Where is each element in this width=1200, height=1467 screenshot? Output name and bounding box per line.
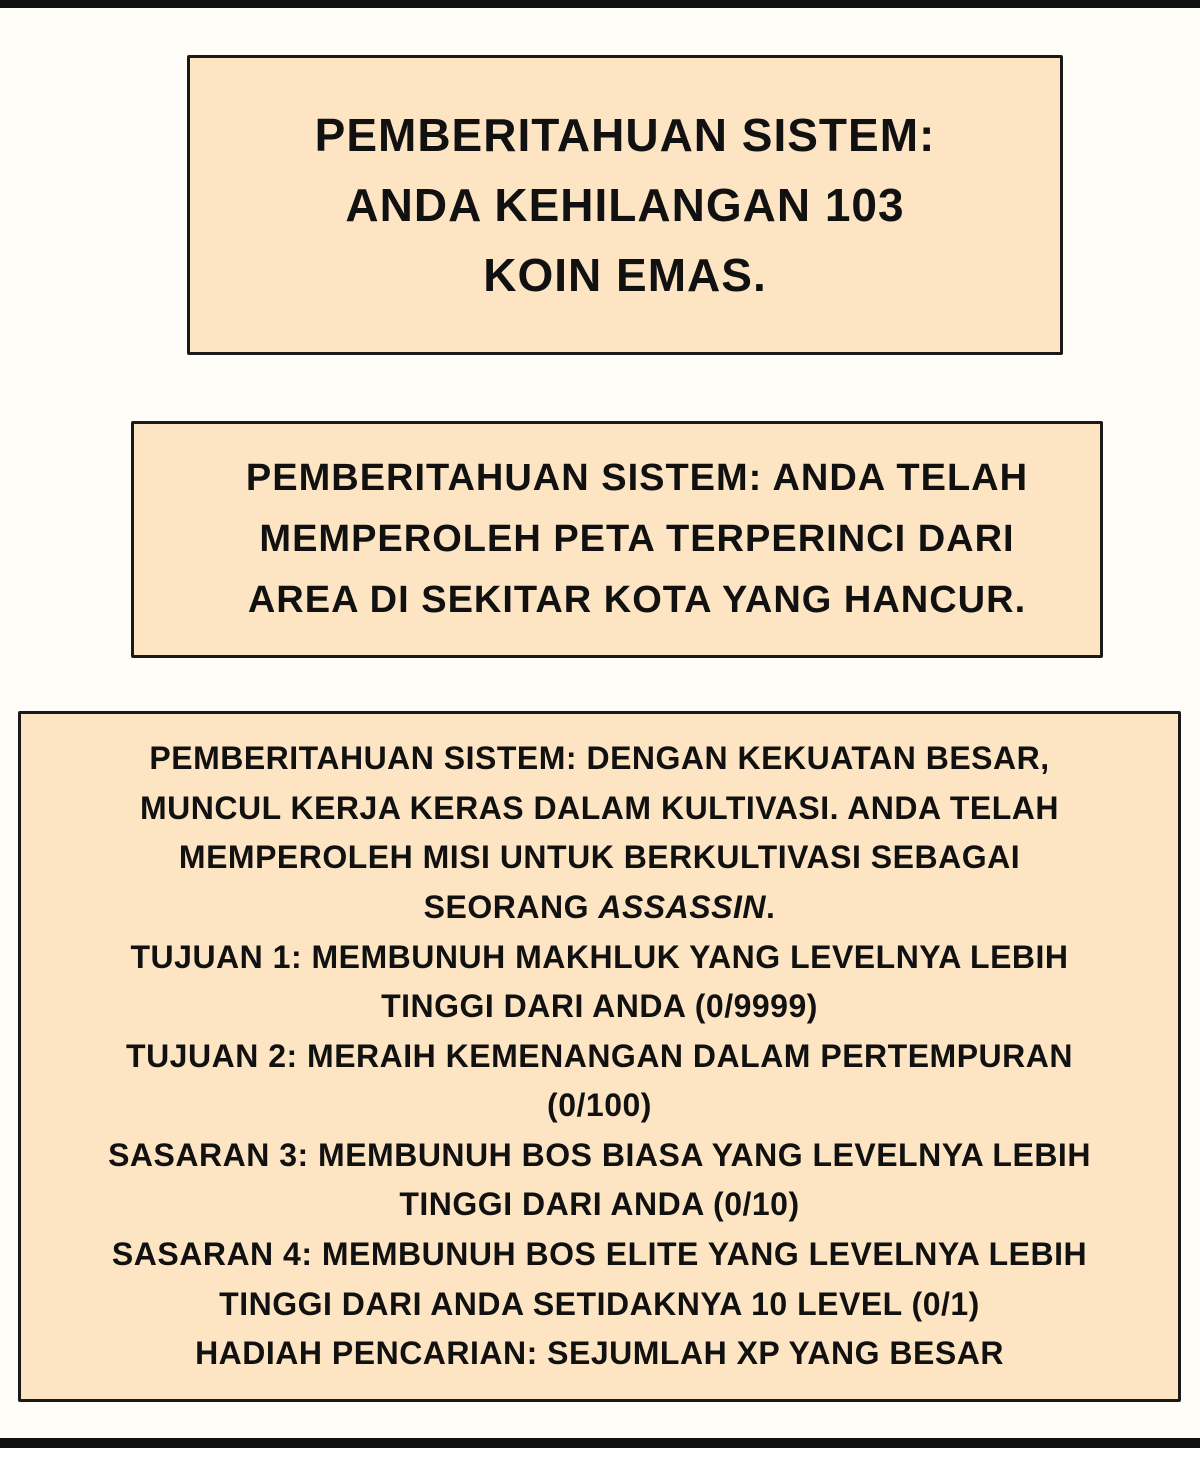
notice-line: MUNCUL KERJA KERAS DALAM KULTIVASI. ANDA TELAH <box>140 789 1059 826</box>
notice-line: PEMBERITAHUAN SISTEM: ANDA TELAH <box>245 457 1029 499</box>
quest-goal-line: SASARAN 4: MEMBUNUH BOS ELITE YANG LEVELNYA LEBIH <box>111 1236 1088 1273</box>
panel-bottom-border <box>0 1438 1200 1448</box>
notice-line: MEMPEROLEH PETA TERPERINCI DARI <box>259 518 1015 560</box>
notice-line: KOIN EMAS. <box>483 249 767 301</box>
role-prefix: SEORANG <box>423 888 599 925</box>
notice-line: PEMBERITAHUAN SISTEM: DENGAN KEKUATAN BESAR, <box>149 740 1050 777</box>
quest-goal-line: TINGGI DARI ANDA (0/10) <box>399 1186 800 1223</box>
system-notice-gold-lost <box>187 55 1063 355</box>
quest-goal-line: TUJUAN 2: MERAIH KEMENANGAN DALAM PERTEMPURAN <box>126 1037 1073 1074</box>
system-notice-assassin-quest <box>18 711 1181 1402</box>
panel-top-border <box>0 0 1200 8</box>
quest-reward-line: HADIAH PENCARIAN: SEJUMLAH XP YANG BESAR <box>195 1335 1004 1372</box>
notice-line: AREA DI SEKITAR KOTA YANG HANCUR. <box>247 579 1027 621</box>
quest-role-line <box>424 883 776 933</box>
quest-goal-line: TUJUAN 1: MEMBUNUH MAKHLUK YANG LEVELNYA LEBIH <box>130 938 1069 975</box>
notice-line: ANDA KEHILANGAN 103 <box>345 179 905 231</box>
notice-line: PEMBERITAHUAN SISTEM: <box>314 109 936 161</box>
quest-goal-line: TINGGI DARI ANDA SETIDAKNYA 10 LEVEL (0/1) <box>219 1285 980 1322</box>
quest-goal-line: SASARAN 3: MEMBUNUH BOS BIASA YANG LEVELNYA LEBIH <box>108 1136 1091 1173</box>
quest-goal-line: TINGGI DARI ANDA (0/9999) <box>381 988 818 1025</box>
notice-line: MEMPEROLEH MISI UNTUK BERKULTIVASI SEBAGAI <box>178 839 1021 876</box>
role-word: ASSASSIN <box>598 888 766 925</box>
role-suffix: . <box>765 888 776 925</box>
quest-goal-line: (0/100) <box>547 1087 652 1124</box>
system-notice-map-obtained <box>131 421 1103 658</box>
